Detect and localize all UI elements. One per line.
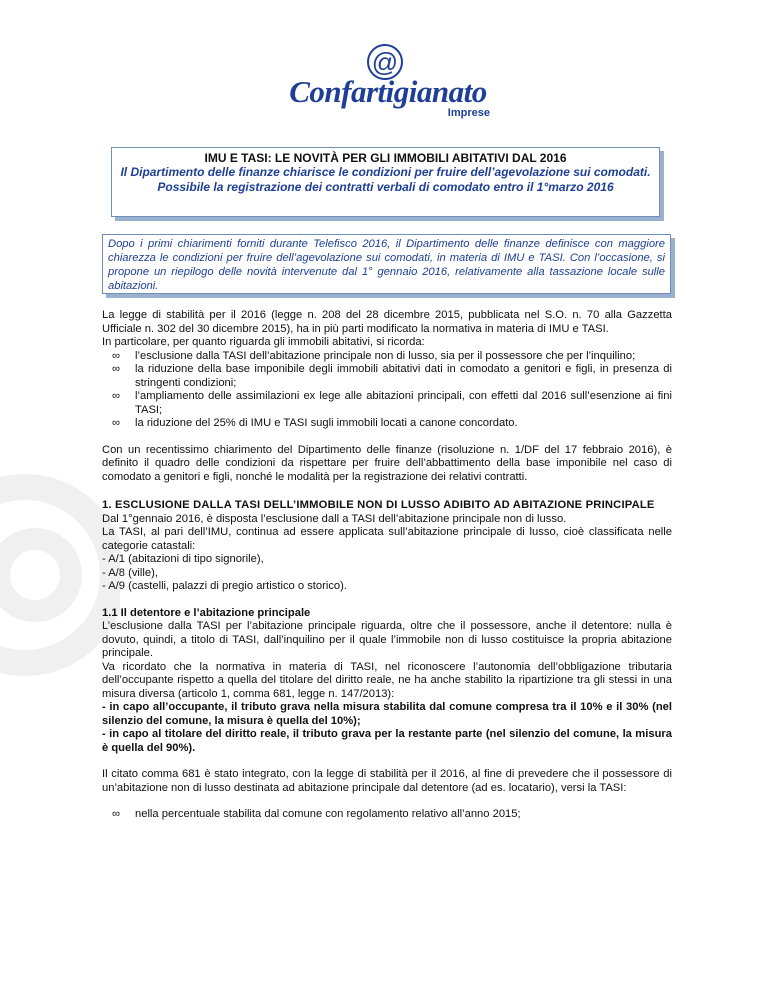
section-1-1-heading: 1.1 Il detentore e l’abitazione principale	[102, 606, 311, 619]
infinity-bullet-icon: ∞	[112, 349, 120, 362]
section-1-p1: Dal 1°gennaio 2016, è disposta l’esclusione dall a TASI dell’abitazione principale non di lusso.	[102, 512, 567, 525]
list-item: ∞ l’esclusione dalla TASI dell’abitazione principale non di lusso, sia per il possessore che per l’inquilino;	[112, 349, 636, 362]
occupante-rule: - in capo all’occupante, il tributo grava nella misura stabilita dal comune compresa tra il 10% e il 30% (nel silenzio del comune, la misura è quella del 10%);	[102, 701, 672, 727]
infinity-bullet-icon: ∞	[112, 390, 120, 402]
list-item: ∞ nella percentuale stabilita dal comune con regolamento relativo all’anno 2015;	[112, 808, 521, 820]
title-box	[111, 147, 660, 217]
page-subtitle: Il Dipartimento delle finanze chiarisce le condizioni per fruire dell’agevolazione sui comodati. Possibile la registrazione dei contratti verbali di comodato entro il 1°marzo 2016	[120, 165, 651, 194]
paragraph-in-particolare: In particolare, per quanto riguarda gli immobili abitativi, si ricorda:	[102, 336, 425, 348]
section-1-p2: La TASI, al pari dell’IMU, continua ad essere applicata sull’abitazione principale di lusso, cioè classificata nelle categorie catastali:	[102, 526, 672, 552]
category-item: - A/8 (ville),	[102, 566, 158, 579]
section-1-1-p1: L’esclusione dalla TASI per l’abitazione principale riguarda, oltre che il possessore, anche il detentore: nulla è dovuto, quindi, a titolo di TASI, dall’inquilino per il quale l’immobile non di lusso costituisce la propria abitazione principale.	[102, 620, 672, 659]
titolare-rule: - in capo al titolare del diritto reale, il tributo grava per la restante parte (nel silenzio del comune, la misura è quella del 90%).	[102, 728, 672, 754]
novita-list	[102, 350, 672, 431]
tasi-list	[102, 808, 672, 822]
infinity-bullet-icon: ∞	[112, 808, 120, 820]
at-logo-icon: @	[367, 44, 403, 80]
category-item: - A/1 (abitazioni di tipo signorile),	[102, 553, 264, 565]
section-1-1-p3: Il citato comma 681 è stato integrato, con la legge di stabilità per il 2016, al fine di prevedere che il possessore di un’abitazione non di lusso destinata ad abitazione principale dal detentore (ad es. locatario), versi la TASI:	[102, 768, 672, 794]
list-item: ∞ l’ampliamento delle assimilazioni ex lege alle abitazioni principali, con effetti dal 2016 sull’esenzione ai fini TASI;	[112, 390, 672, 416]
logo-brand: Confartigianato	[289, 74, 487, 109]
list-item: ∞ la riduzione della base imponibile degli immobili abitativi dati in comodato a genitori e figli, in presenza di stringenti condizioni;	[112, 363, 672, 389]
category-item: - A/9 (castelli, palazzi di pregio artistico o storico).	[102, 580, 347, 592]
list-item: ∞ la riduzione del 25% di IMU e TASI sugli immobili locati a canone concordato.	[112, 417, 518, 429]
document-body	[102, 309, 672, 822]
page-title: IMU E TASI: LE NOVITÀ PER GLI IMMOBILI ABITATIVI DAL 2016	[204, 151, 567, 165]
confartigianato-logo	[278, 38, 498, 120]
section-1-heading: 1. ESCLUSIONE DALLA TASI DELL’IMMOBILE NON DI LUSSO ADIBITO AD ABITAZIONE PRINCIPALE	[102, 499, 655, 511]
infinity-bullet-icon: ∞	[112, 417, 120, 429]
section-1-1-p2: Va ricordato che la normativa in materia di TASI, nel riconoscere l’autonomia dell’obbligazione tributaria dell’occupante rispetto a quella del titolare del diritto reale, ne ha anche stabilito la ripartizione tra gli stessi in una misura diversa (articolo 1, comma 681, legge n. 147/2013):	[102, 660, 672, 700]
paragraph-legge-stabilita: La legge di stabilità per il 2016 (legge n. 208 del 28 dicembre 2015, pubblicata nel S.O. n. 70 alla Gazzetta Ufficiale n. 302 del 30 dicembre 2015), ha in più parti modificato la normativa in materia di IMU e TASI.	[102, 309, 672, 335]
paragraph-chiarimento: Con un recentissimo chiarimento del Dipartimento delle finanze (risoluzione n. 1/DF del 17 febbraio 2016), è definito il quadro delle condizioni da rispettare per fruire dell’abbattimento della base imponibile nel caso di comodato a genitori e figli, nonché le modalità per la registrazione dei relativi contratti.	[102, 443, 672, 483]
infinity-bullet-icon: ∞	[112, 363, 120, 375]
intro-box: Dopo i primi chiarimenti forniti durante Telefisco 2016, il Dipartimento delle finanze definisce con maggiore chiarezza le condizioni per fruire dell’agevolazione sui comodati, in materia di IMU e TASI. Con l’occasione, si propone un riepilogo delle novità intervenute dal 1° gennaio 2016, relativamente alla tassazione locale sulle abitazioni.	[102, 234, 671, 294]
logo-subtitle: Imprese	[447, 107, 490, 119]
